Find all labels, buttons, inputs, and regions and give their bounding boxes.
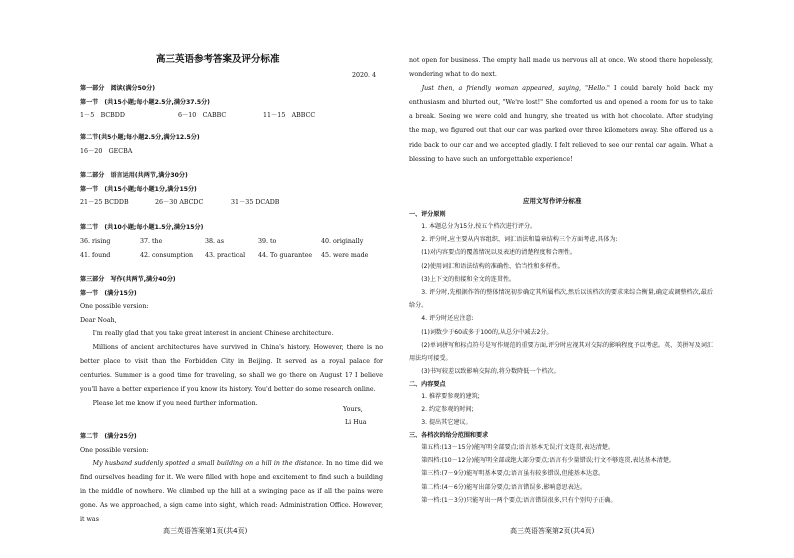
- part3-heading: 第三部分 写作(共两节,满分40分): [80, 276, 176, 283]
- story-body: [80, 457, 383, 527]
- answer-group: 31－35 DCADB: [231, 199, 280, 206]
- principle-item: 3. 评分时,先根据作答的整体情况初步确定其所属档次,然后以该档次的要求来综合衡量,确定或调整档次,最后给分。: [409, 289, 713, 310]
- answer-group: 26－30 ABCDC: [155, 199, 204, 206]
- grade-level: 第二档:(4－6分)能写出部分要点;语言错误多,影响意思表达。: [421, 483, 586, 491]
- part1-heading: 第一部分 阅读(满分50分): [80, 85, 155, 92]
- part2-section1-heading: 第一节 (共15小题;每小题1分,满分15分): [80, 186, 197, 193]
- part3-section2-heading: 第二节 (满分25分): [80, 433, 137, 440]
- grade-level: 第一档:(1－3分)只能写出一两个要点;语言错误很多,只有个别句子正确。: [421, 496, 617, 504]
- grade-levels: [409, 441, 713, 507]
- principle-item: 2. 评分时,应主要从内容组织、词汇语法和篇章结构三个方面考虑,具体为:: [421, 236, 618, 244]
- principle-item: (2)使用词汇和语法结构的准确性、恰当性和多样性。: [421, 262, 564, 270]
- story-continuation: In no time did we find ourselves heading for it. We were filled with hope and excitement to find such a building in the middle of nowhere. We climbed up the hill at a swinging pace as if all the pains were gone. As we approached, a sign came into sight, which read: Administration Office. However, it was: [80, 460, 383, 524]
- story-opening-sentence: My husband suddenly spotted a small building on a hill in the distance.: [92, 460, 324, 467]
- story-continuation: I could barely hold back my enthusiasm and blurted out, "We're lost!" She comforted us and opened a room for us to take a break. Seeing we were cold and hungry, she treated us with hot chocolate. After studying the map, we figured out that our car was parked over three kilometers away. She offered us a ride back to our car and we accepted gladly. I felt relieved to see our rental car again. What a blessing to have such an unforgettable experience!: [409, 85, 713, 163]
- answer-group: 21－25 BCDDB: [80, 199, 129, 206]
- story-paragraph: [409, 82, 713, 167]
- answer-page-2: [397, 0, 794, 558]
- grade-level: 第三档:(7－9分)能写明基本要点;语言虽有较多错误,但能基本达意。: [421, 470, 605, 478]
- section-heading: 三、各档次的给分范围和要求: [409, 432, 489, 439]
- grade-level: 第五档:(13－15分)能写明全部要点;语言基本无误;行文连贯,表达清楚。: [421, 444, 615, 451]
- story-continued: [409, 54, 713, 167]
- principle-item: (3)上下文的衔接和全文的连贯性。: [421, 275, 516, 283]
- letter-body: [80, 327, 383, 412]
- answer-group: 6－10 CABBC: [178, 112, 227, 119]
- part1-section2-heading: 第二节(共5小题;每小题2.5分,满分12.5分): [80, 134, 200, 141]
- principle-item: (3)书写较差以致影响交际的,将分数降低一个档次。: [421, 368, 560, 376]
- cloze-answer: 42. consumption: [140, 252, 194, 259]
- part1-section1-heading: 第一节 (共15小题;每小题2.5分,满分37.5分): [80, 99, 210, 106]
- cloze-answer: 44. To guarantee: [258, 252, 313, 259]
- grading-heading: 应用文写作评分标准: [523, 197, 582, 205]
- letter-signature: Li Hua: [345, 419, 367, 426]
- principle-item: (1)词数少于60或多于100的,从总分中减去2分。: [421, 328, 553, 336]
- letter-paragraph: Millions of ancient architectures have survived in China's history. However, there is no better place to visit than the Forbidden City in Beijing. It served as a royal palace for centuries. Summer is a good time for traveling, so shall we go there on August 1? I believe you'll have a better experience if you know its history. You'd better do some research online.: [80, 344, 383, 394]
- part2-heading: 第二部分 语言运用(共两节,满分30分): [80, 172, 188, 179]
- cloze-answer: 38. as: [205, 238, 225, 245]
- cloze-answer: 36. rising: [80, 238, 111, 245]
- page-footer: 高三英语答案第2页(共4页): [510, 527, 595, 535]
- principle-item: (2)单词拼写和标点符号是写作规范的重要方面,评分时应视其对交际的影响程度予以考虑。英、美拼写及词汇用法均可接受。: [409, 341, 713, 363]
- content-point: 1. 推荐要参观的建筑;: [421, 393, 480, 400]
- principle-item: 4. 评分时还应注意:: [421, 315, 474, 323]
- story-paragraph: [80, 457, 383, 527]
- section-heading: 二、内容要点: [409, 381, 446, 388]
- part2-section2-heading: 第二节 (共10小题;每小题1.5分,满分15分): [80, 224, 204, 231]
- story-paragraph: not open for business. The empty hall made us nervous all at once. We stood there hopelessly, wondering what to do next.: [409, 57, 713, 79]
- principle-item: 1. 本题总分为15分,按五个档次进行评分。: [421, 223, 537, 230]
- answer-group: 1－5 BCBDD: [80, 112, 125, 119]
- cloze-answer: 45. were made: [321, 252, 369, 259]
- content-points: [409, 390, 713, 430]
- section-heading: 一、评分原则: [409, 211, 446, 218]
- cloze-answer: 37. the: [140, 238, 163, 245]
- story-paragraph-opening: Just then, a friendly woman appeared, saying, "Hello.": [421, 85, 610, 93]
- answer-group: 11－15 ABBCC: [263, 112, 316, 119]
- version-label: One possible version:: [80, 447, 149, 454]
- cloze-answer: 43. practical: [205, 252, 246, 259]
- page-title: 高三英语参考答案及评分标准: [156, 54, 280, 65]
- exam-date: 2020. 4: [352, 72, 377, 79]
- letter-paragraph: Please let me know if you need further information.: [92, 400, 258, 408]
- version-label: One possible version:: [80, 303, 149, 310]
- content-point: 2. 约定参观的时间;: [421, 406, 474, 414]
- cloze-answer: 40. originally: [321, 238, 364, 245]
- principle-item: (1)对内容要点的覆盖情况以及表述的清楚程度和合理性。: [421, 249, 577, 257]
- letter-closing: Yours,: [343, 406, 363, 413]
- cloze-answer: 39. to: [258, 238, 277, 245]
- cloze-answer: 41. found: [80, 252, 111, 259]
- grade-level: 第四档:(10－12分)能写明全部或绝大部分要点;语言有少量错误;行文不够连贯,表达基本清楚。: [421, 457, 676, 465]
- grading-principles: [409, 220, 713, 378]
- part3-section1-heading: 第一节 (满分15分): [80, 290, 137, 297]
- letter-paragraph: I'm really glad that you take great interest in ancient Chinese architecture.: [92, 330, 334, 337]
- letter-salutation: Dear Noah,: [80, 317, 117, 324]
- answer-group: 16－20 GECBA: [80, 148, 133, 155]
- page-footer: 高三英语答案第1页(共4页): [163, 527, 248, 535]
- content-point: 3. 提出其它建议。: [421, 419, 472, 427]
